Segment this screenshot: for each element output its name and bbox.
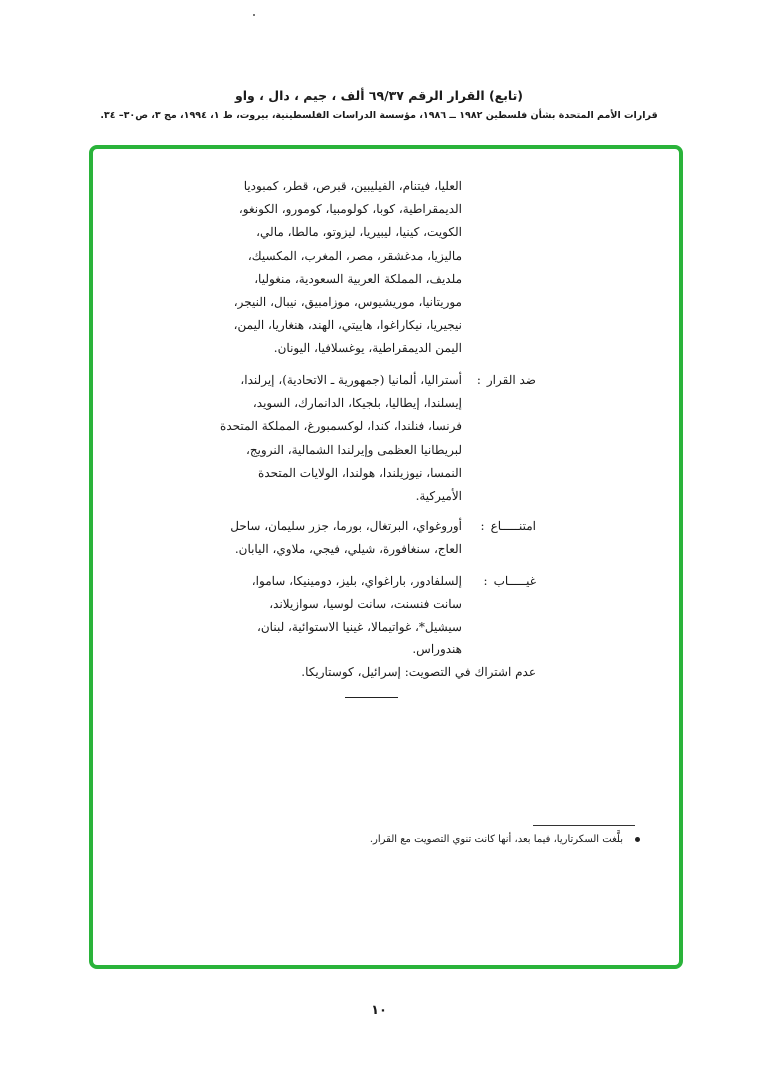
footnote-rule xyxy=(533,825,635,826)
list-line: نيجيريا، نيكاراغوا، هاييتي، الهند، هنغاريا، اليمن، xyxy=(233,318,462,333)
not-participating-row xyxy=(301,661,536,684)
colon: : xyxy=(483,574,488,588)
against-label-text: ضد القرار xyxy=(486,373,536,387)
list-line: اليمن الديمقراطية، يوغسلافيا، اليونان. xyxy=(273,341,462,356)
against-label xyxy=(461,369,536,392)
list-line: الأميركية. xyxy=(415,489,462,504)
footnote xyxy=(370,834,640,845)
page-number: ١٠ xyxy=(371,1003,387,1018)
footnote-bullet-icon xyxy=(635,837,640,842)
list-line: إيسلندا، إيطاليا، بلجيكا، الدانمارك، السويد، xyxy=(252,396,462,411)
list-line: سيشيل*، غواتيمالا، غينيا الاستوائية، لبنان، xyxy=(257,620,462,635)
in-favour-list xyxy=(200,175,462,361)
absent-label xyxy=(461,570,536,593)
abstaining-label xyxy=(461,515,536,538)
list-line: سانت فنسنت، سانت لوسيا، سوازيلاند، xyxy=(269,597,462,612)
list-line: لبريطانيا العظمى وإيرلندا الشمالية، النرويج، xyxy=(245,442,462,457)
list-line: العاج، سنغافورة، شيلي، فيجي، ملاوي، اليابان. xyxy=(234,542,462,557)
end-rule xyxy=(345,697,398,698)
list-line: فرنسا، فنلندا، كندا، لوكسمبورغ، المملكة المتحدة xyxy=(220,419,462,434)
list-line: هندوراس. xyxy=(412,641,462,656)
colon: : xyxy=(476,373,481,387)
absent-label-text: غيـــــاب xyxy=(493,574,536,588)
resolution-title: (تابع) القرار الرقم ٦٩/٣٧ ألف ، جيم ، دال ، واو xyxy=(234,88,524,103)
list-line: النمسا، نيوزيلندا، هولندا، الولايات المتحدة xyxy=(258,465,462,480)
list-line: الديمقراطية، كوبا، كولومبيا، كومورو، الكونغو، xyxy=(238,202,462,217)
absent-list xyxy=(200,570,462,658)
not-participating-label: عدم اشتراك في التصويت: xyxy=(404,665,536,679)
list-line: ملديف، المملكة العربية السعودية، منغوليا، xyxy=(254,271,462,286)
footnote-text: بلَّغت السكرتاريا، فيما بعد، أنها كانت تنوي التصويت مع القرار. xyxy=(369,834,623,845)
list-line: أوروغواي، البرتغال، بورما، جزر سليمان، ساحل xyxy=(230,519,462,533)
list-line: ماليزيا، مدغشقر، مصر، المغرب، المكسيك، xyxy=(247,248,462,263)
list-line: إلسلفادور، باراغواي، بليز، دومينيكا، ساموا، xyxy=(251,574,462,588)
abstaining-list xyxy=(200,515,462,561)
list-line: الكويت، كينيا، ليبيريا، ليزوتو، مالطا، مالي، xyxy=(256,225,462,240)
not-participating-text: إسرائيل، كوستاريكا. xyxy=(301,665,401,679)
list-line: موريتانيا، موريشيوس، موزامبيق، نيبال، النيجر، xyxy=(233,295,462,310)
source-citation: قرارات الأمم المتحدة بشأن فلسطين ١٩٨٢ ــ ١٩٨٦، مؤسسة الدراسات الفلسطينية، بيروت، ط ١، ١٩٩٤، مج ٣، ص٣٠– ٣٤. xyxy=(100,110,658,121)
list-line: العليا، فيتنام، الفيليبين، قبرص، قطر، كمبوديا xyxy=(243,179,462,193)
scan-speck xyxy=(253,14,255,16)
abstaining-label-text: امتنـــــاع xyxy=(490,519,536,533)
list-line: أستراليا، ألمانيا (جمهورية ـ الاتحادية)، إيرلندا، xyxy=(240,373,462,387)
colon: : xyxy=(480,519,485,533)
against-list xyxy=(200,369,462,508)
